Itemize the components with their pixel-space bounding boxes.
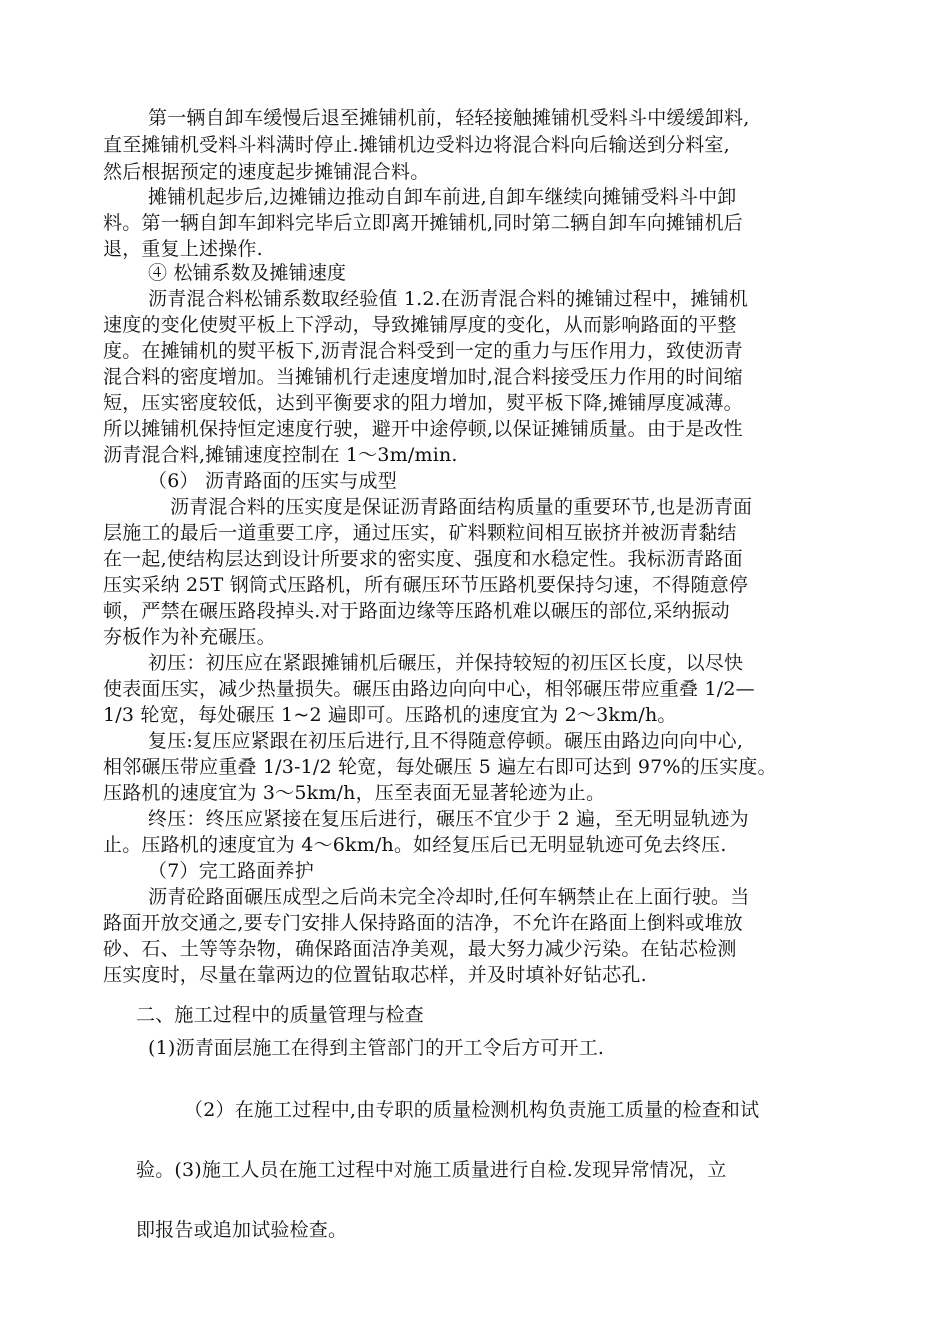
text-line: 速度的变化使熨平板上下浮动，导致摊铺厚度的变化，从而影响路面的平整 [103, 314, 737, 336]
section-heading: （6） 沥青路面的压实与成型 [148, 470, 397, 492]
text-line: 层施工的最后一道重要工序，通过压实，矿料颗粒间相互嵌挤并被沥青黏结 [103, 522, 737, 544]
text-line: 料。第一辆自卸车卸料完毕后立即离开摊铺机,同时第二辆自卸车向摊铺机后 [103, 212, 743, 234]
text-line: 止。压路机的速度宜为 4～6km/h。如经复压后已无明显轨迹可免去终压. [103, 834, 727, 856]
text-line: 砂、石、土等等杂物，确保路面洁净美观，最大努力减少污染。在钻芯检测 [103, 938, 737, 960]
text-line: 沥青混合料松铺系数取经验值 1.2.在沥青混合料的摊铺过程中，摊铺机 [148, 288, 749, 310]
text-line: 混合料的密度增加。当摊铺机行走速度增加时,混合料接受压力作用的时间缩 [103, 366, 743, 388]
text-line: 退，重复上述操作. [103, 238, 263, 260]
text-line: 终压：终压应紧接在复压后进行，碾压不宜少于 2 遍，至无明显轨迹为 [148, 808, 749, 830]
text-line: 压实度时，尽量在靠两边的位置钻取芯样，并及时填补好钻芯孔. [103, 964, 647, 986]
text-line: 压路机的速度宜为 3～5km/h，压至表面无显著轮迹为止。 [103, 782, 606, 804]
text-line: 第一辆自卸车缓慢后退至摊铺机前，轻轻接触摊铺机受料斗中缓缓卸料, [148, 107, 750, 129]
text-line: 摊铺机起步后,边摊铺边推动自卸车前进,自卸车继续向摊铺受料斗中卸 [148, 186, 737, 208]
text-line: 相邻碾压带应重叠 1/3-1/2 轮宽，每处碾压 5 遍左右即可达到 97%的压实度。 [103, 756, 777, 778]
text-line: 即报告或追加试验检查。 [136, 1219, 348, 1241]
text-line: 沥青混合料的压实度是保证沥青路面结构质量的重要环节,也是沥青面 [170, 496, 753, 518]
text-line: 复压:复压应紧跟在初压后进行,且不得随意停顿。碾压由路边向向中心, [148, 730, 744, 752]
text-line: 在一起,使结构层达到设计所要求的密实度、强度和水稳定性。我标沥青路面 [103, 548, 743, 570]
section-heading: ④ 松铺系数及摊铺速度 [148, 262, 347, 284]
section-heading: 二、施工过程中的质量管理与检查 [136, 1004, 425, 1026]
text-line: 度。在摊铺机的熨平板下,沥青混合料受到一定的重力与压作用力，致使沥青 [103, 340, 743, 362]
text-line: 初压：初压应在紧跟摊铺机后碾压，并保持较短的初压区长度，以尽快 [148, 652, 744, 674]
text-line: （2）在施工过程中,由专职的质量检测机构负责施工质量的检查和试 [184, 1099, 760, 1121]
text-line: 沥青混合料,摊铺速度控制在 1～3m/min. [103, 444, 458, 466]
text-line: 使表面压实，减少热量损失。碾压由路边向向中心，相邻碾压带应重叠 1/2— [103, 678, 755, 700]
text-line: 沥青砼路面碾压成型之后尚未完全冷却时,任何车辆禁止在上面行驶。当 [148, 886, 750, 908]
text-line: 所以摊铺机保持恒定速度行驶，避开中途停顿,以保证摊铺质量。由于是改性 [103, 418, 743, 440]
text-line: (1)沥青面层施工在得到主管部门的开工令后方可开工. [148, 1037, 605, 1059]
text-line: 夯板作为补充碾压。 [103, 626, 276, 648]
text-line: 压实采纳 25T 钢筒式压路机，所有碾压环节压路机要保持匀速，不得随意停 [103, 574, 749, 596]
text-line: 验。(3)施工人员在施工过程中对施工质量进行自检.发现异常情况，立 [136, 1159, 727, 1181]
text-line: 路面开放交通之,要专门安排人保持路面的洁净，不允许在路面上倒料或堆放 [103, 912, 743, 934]
text-line: 顿，严禁在碾压路段掉头.对于路面边缘等压路机难以碾压的部位,采纳振动 [103, 600, 730, 622]
text-line: 然后根据预定的速度起步摊铺混合料。 [103, 161, 430, 183]
text-line: 直至摊铺机受料斗料满时停止.摊铺机边受料边将混合料向后输送到分料室, [103, 134, 730, 156]
section-heading: （7）完工路面养护 [148, 860, 314, 882]
text-line: 短，压实密度较低，达到平衡要求的阻力增加，熨平板下降,摊铺厚度减薄。 [103, 392, 743, 414]
text-line: 1/3 轮宽，每处碾压 1~2 遍即可。压路机的速度宜为 2～3km/h。 [103, 704, 677, 726]
